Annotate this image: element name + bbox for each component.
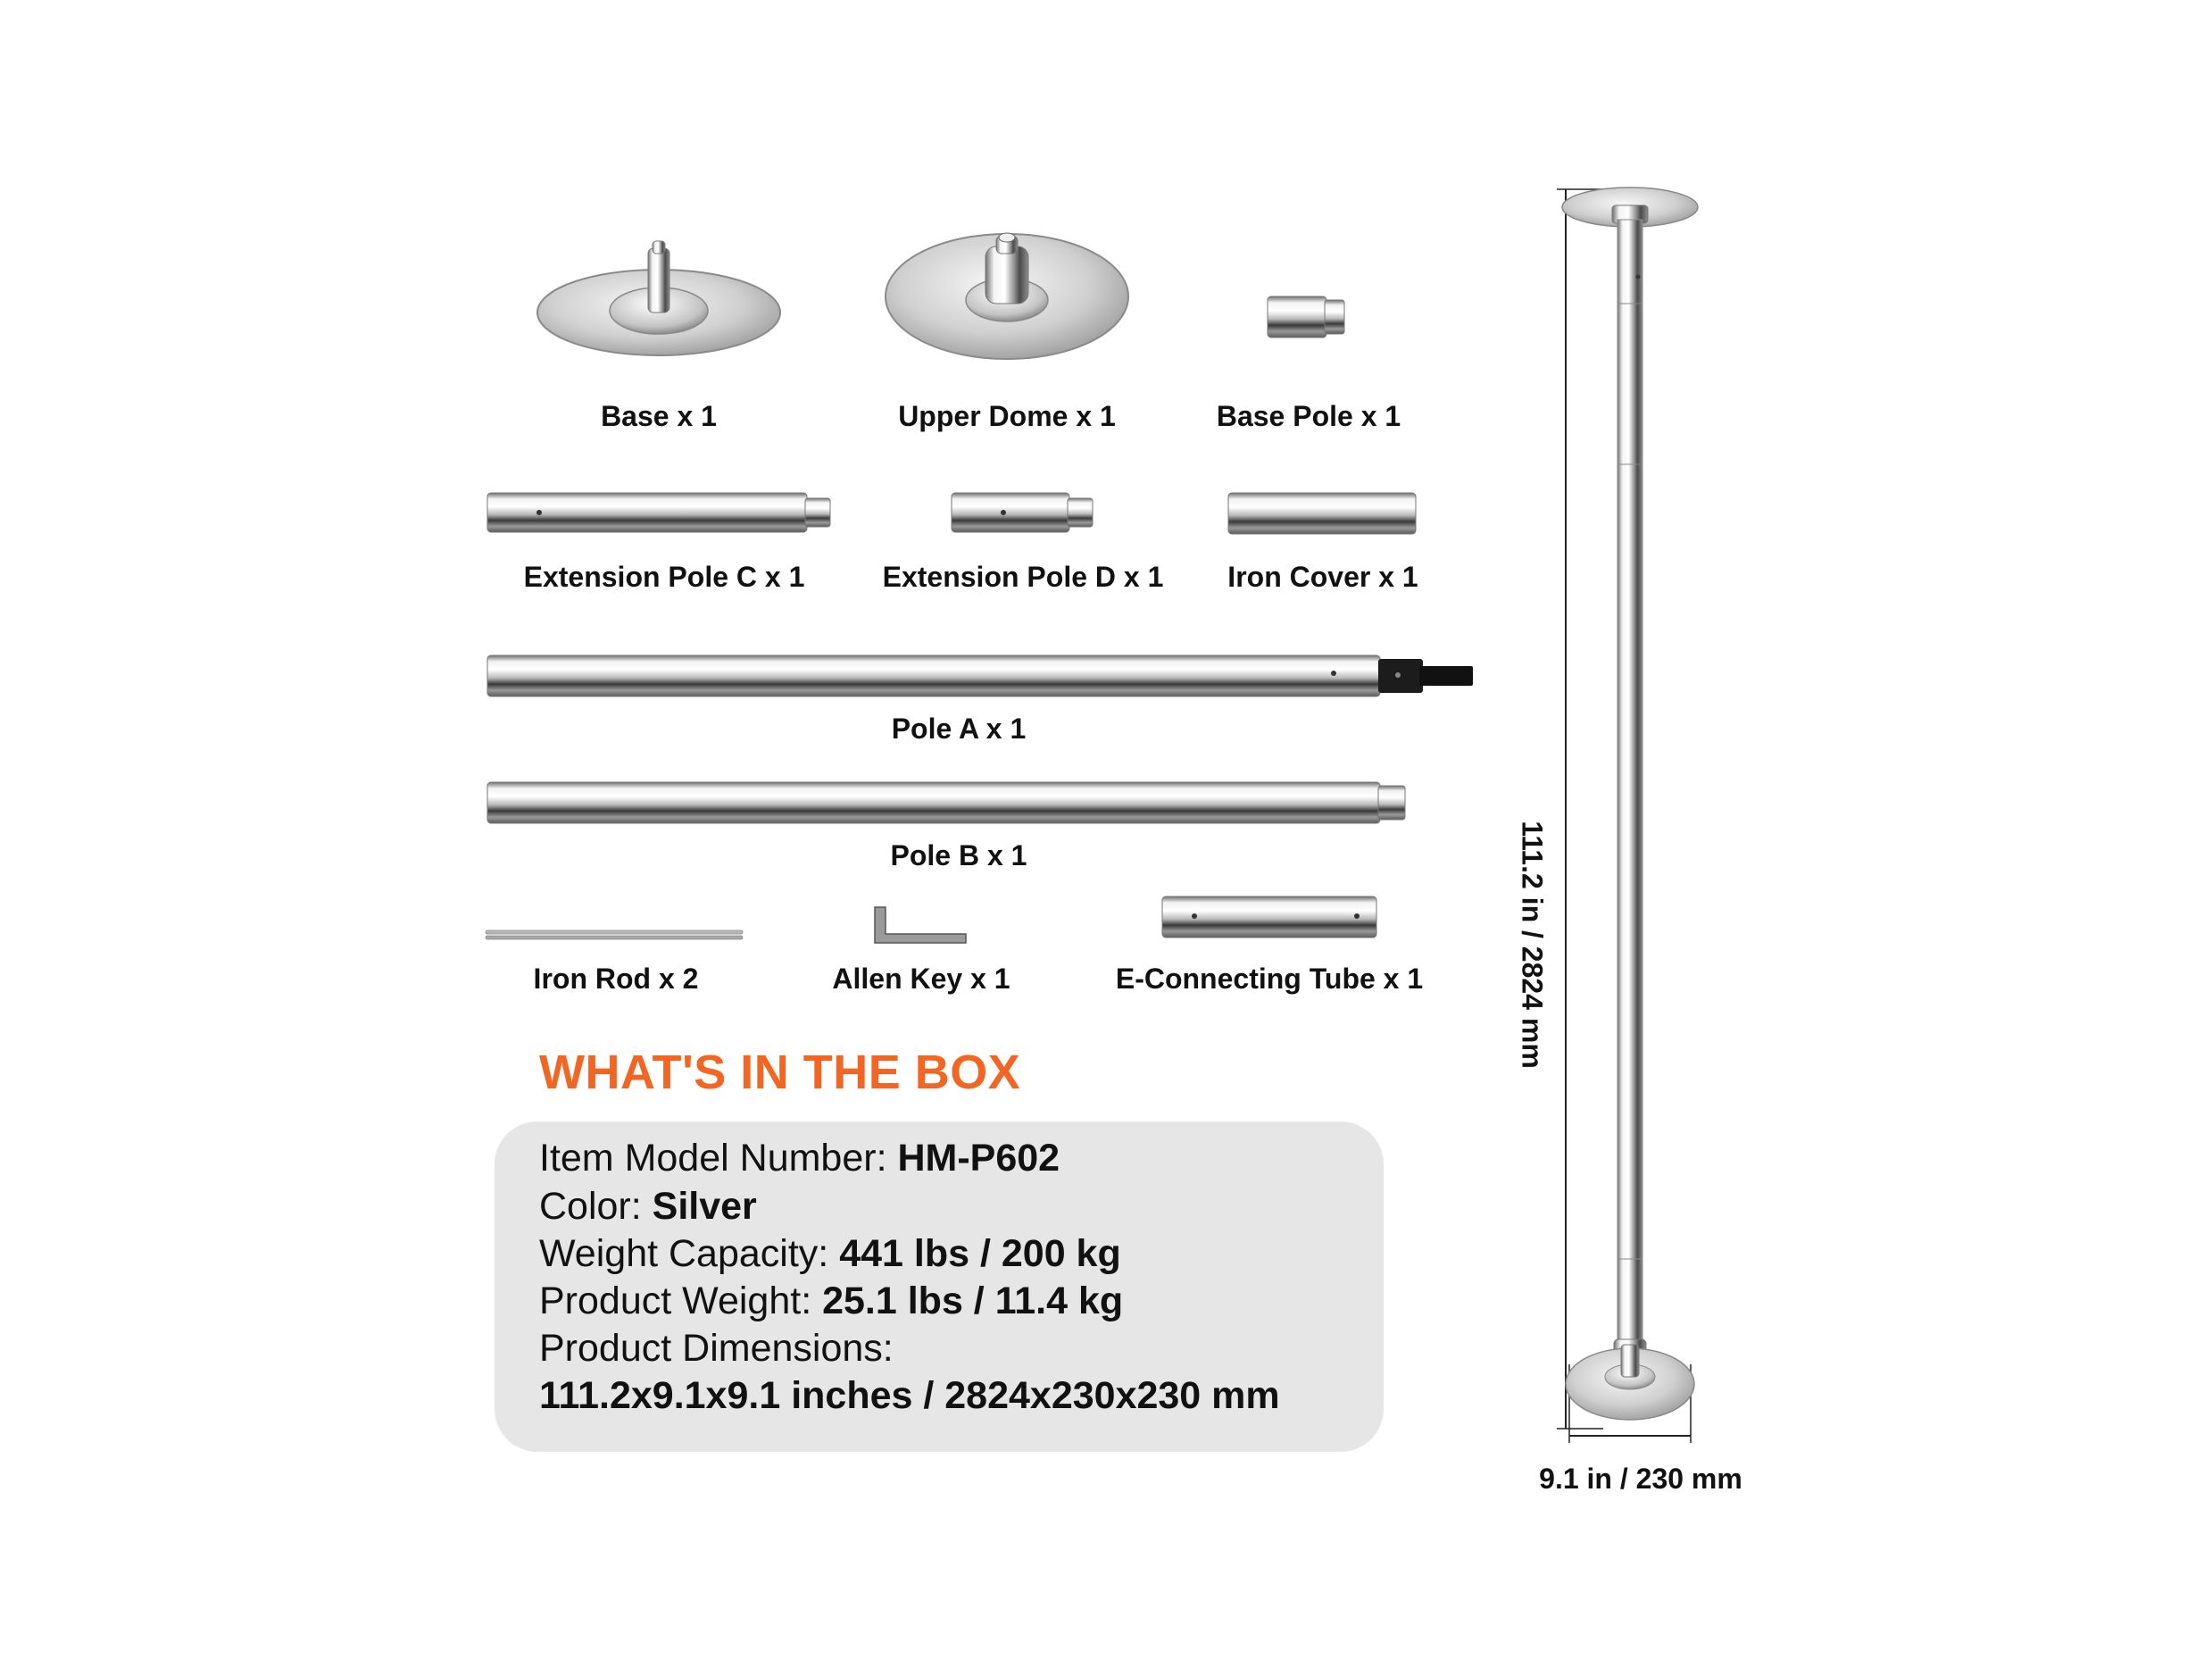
spec-color-label: Color: (539, 1185, 653, 1228)
extension-pole-d-label: Extension Pole D x 1 (882, 561, 1164, 593)
pole-b-label: Pole B x 1 (890, 839, 1027, 871)
e-connecting-tube-image (1160, 895, 1378, 939)
pole-b-image (486, 780, 1407, 825)
base-pole-image (1266, 295, 1346, 339)
pole-a-label: Pole A x 1 (891, 713, 1027, 745)
spec-capacity-value: 441 lbs / 200 kg (839, 1232, 1121, 1275)
spec-color (539, 1185, 757, 1228)
spec-dims-value-text: 111.2x9.1x9.1 inches / 2824x230x230 mm (539, 1374, 1280, 1417)
e-connecting-tube-label: E-Connecting Tube x 1 (1115, 963, 1424, 995)
spec-color-value: Silver (652, 1185, 757, 1228)
extension-pole-c-label: Extension Pole C x 1 (523, 561, 805, 593)
spec-weight (539, 1282, 1123, 1321)
upper-dome-label: Upper Dome x 1 (898, 400, 1116, 432)
spec-dims-value (539, 1374, 1280, 1417)
iron-cover-label: Iron Cover x 1 (1227, 561, 1418, 593)
iron-rod-image (486, 929, 744, 941)
spec-model (539, 1139, 1060, 1178)
iron-rod-label: Iron Rod x 2 (533, 963, 699, 995)
spec-weight-label: Product Weight: (539, 1280, 823, 1322)
spec-weight-value: 25.1 lbs / 11.4 kg (822, 1280, 1124, 1322)
pole-a-image (486, 654, 1475, 698)
height-dimension-label: 111.2 in / 2824 mm (1516, 821, 1549, 1069)
spec-dims-label: Product Dimensions: (539, 1327, 894, 1370)
spec-capacity (539, 1232, 1121, 1275)
spec-capacity-label: Weight Capacity: (539, 1232, 840, 1275)
allen-key-label: Allen Key x 1 (832, 963, 1010, 995)
spec-model-value: HM-P602 (897, 1137, 1060, 1180)
assembled-pole-image (1553, 179, 1750, 1464)
base-image (536, 239, 782, 348)
upper-dome-image (884, 223, 1130, 348)
extension-pole-c-image (486, 491, 832, 536)
extension-pole-d-image (950, 491, 1094, 536)
spec-model-label: Item Model Number: (539, 1137, 898, 1180)
base-label: Base x 1 (601, 400, 717, 432)
base-pole-label: Base Pole x 1 (1216, 400, 1401, 432)
width-dimension-label: 9.1 in / 230 mm (1539, 1463, 1742, 1495)
allen-key-image (871, 904, 969, 946)
iron-cover-image (1227, 491, 1418, 536)
whats-in-the-box-title: WHAT'S IN THE BOX (539, 1046, 1021, 1099)
